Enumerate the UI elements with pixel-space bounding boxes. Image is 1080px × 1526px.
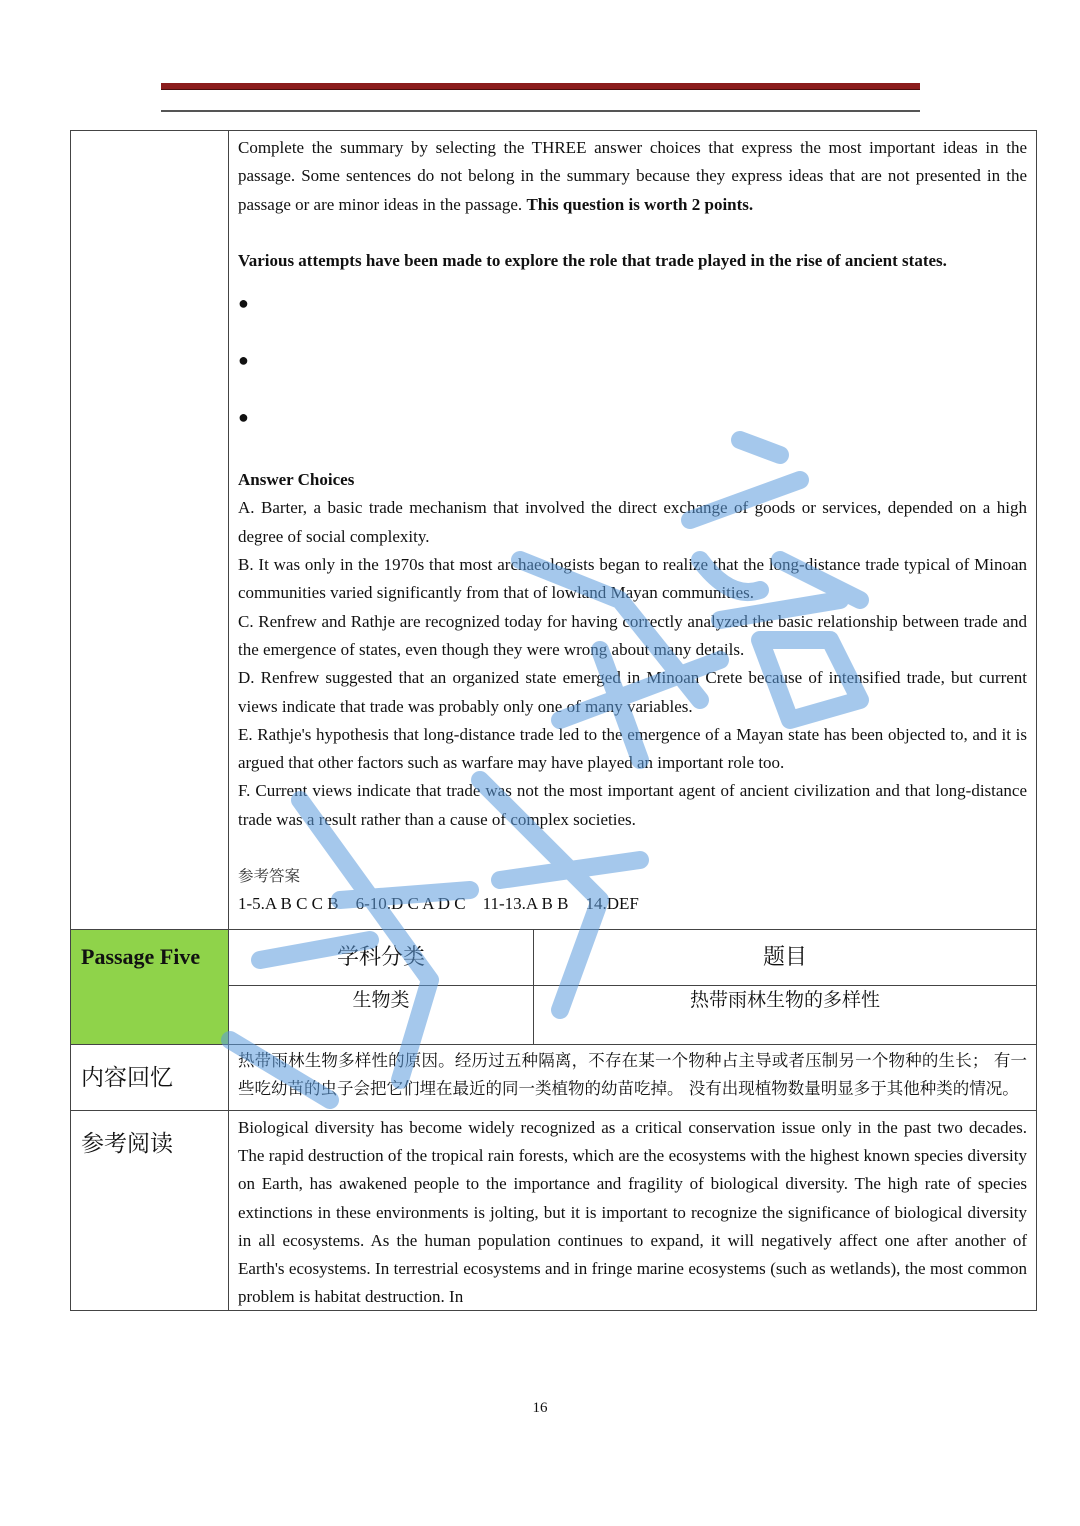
header-gray-rule <box>161 110 920 112</box>
answer-choice-d[interactable]: D. Renfrew suggested that an organized state emerged in Minoan Crete because of intensified trade, but current views indicate that trade was probably only one of many variables. <box>238 668 1028 716</box>
answer-choices-heading: Answer Choices <box>238 470 355 490</box>
answer-key-label: 参考答案 <box>238 867 301 886</box>
reading-text: Biological diversity has become widely recognized as a critical conservation issue only in the past two decades. The rapid destruction of the tropical rain forests, which are the ecosystems with the highest known species diversity on Earth, has awakened people to the importance and fragility of biological diversity. The high rate of species extinctions in these environments is jolting, but it is important to recognize the significance of biological diversity in all ecosystems. As the human population continues to expand, it will negatively affect one after another of Earth's ecosystems. In terrestrial ecosystems and in fringe marine ecosystems (such as wetlands), the most common problem is habitat destruction. In <box>238 1117 1028 1307</box>
summary-bullet-1[interactable]: ● <box>238 293 249 314</box>
reading-cell <box>229 1110 1037 1310</box>
summary-instructions: Complete the summary by selecting the THREE answer choices that express the most important ideas in the passage. Some sentences do not belong in the summary because they express ideas that are not presented in the passage or are minor ideas in the passage. <box>238 138 1028 214</box>
header-red-rule <box>161 83 920 90</box>
answer-choice-f[interactable]: F. Current views indicate that trade was not the most important agent of ancient civilization and that long-distance trade was a result rather than a cause of complex societies. <box>238 781 1028 829</box>
recall-row <box>71 1044 1037 1110</box>
reading-label: 参考阅读 <box>81 1130 173 1157</box>
recall-label-cell <box>71 1044 229 1110</box>
answer-choice-e[interactable]: E. Rathje's hypothesis that long-distance trade led to the emergence of a Mayan state has been objected to, and it is argued that other factors such as warfare may have played an important role too. <box>238 724 1028 773</box>
summary-cell <box>229 131 1037 930</box>
reading-label-cell <box>71 1110 229 1310</box>
category-value: 生物类 <box>229 985 534 1044</box>
answer-key: 1-5.A B C C B 6-10.D C A D C 11-13.A B B 14.DEF <box>238 894 639 914</box>
summary-worth: This question is worth 2 points. <box>526 194 754 214</box>
answer-choice-a[interactable]: A. Barter, a basic trade mechanism that involved the direct exchange of goods or services, depended on a high degree of social complexity. <box>238 498 1028 546</box>
summary-intro: Various attempts have been made to explore the role that trade played in the rise of ancient states. <box>238 250 947 270</box>
passage-label: Passage Five <box>81 943 201 969</box>
summary-bullet-3[interactable]: ● <box>238 407 249 428</box>
passage-header-row <box>71 929 1037 985</box>
summary-instructions-paragraph <box>238 134 1027 219</box>
topic-value: 热带雨林生物的多样性 <box>534 985 1037 1044</box>
answer-choice-b[interactable]: B. It was only in the 1970s that most archaeologists began to realize that the long-distance trade typical of Minoan communities varied significantly from that of lowland Mayan communities. <box>238 555 1028 603</box>
summary-row <box>71 131 1037 930</box>
reading-row <box>71 1110 1037 1310</box>
topic-header: 题目 <box>534 929 1037 985</box>
recall-cell <box>229 1044 1037 1110</box>
summary-left-cell <box>71 131 229 930</box>
passage-label-cell <box>71 929 229 1044</box>
recall-text: 热带雨林生物多样性的原因。经历过五种隔离，不存在某一个物种占主导或者压制另一个物种的生长； 有一些吃幼苗的虫子会把它们埋在最近的同一类植物的幼苗吃掉。 没有出现植物数量明显多于其他种类的情况。 <box>238 1050 1028 1099</box>
summary-bullet-2[interactable]: ● <box>238 350 249 371</box>
page-number: 16 <box>532 1400 548 1416</box>
content-table <box>70 130 1037 1311</box>
category-header: 学科分类 <box>229 929 534 985</box>
answer-choice-c[interactable]: C. Renfrew and Rathje are recognized today for having correctly analyzed the basic relationship between trade and the emergence of states, even though they were wrong about many details. <box>238 611 1028 659</box>
recall-label: 内容回忆 <box>81 1064 173 1091</box>
